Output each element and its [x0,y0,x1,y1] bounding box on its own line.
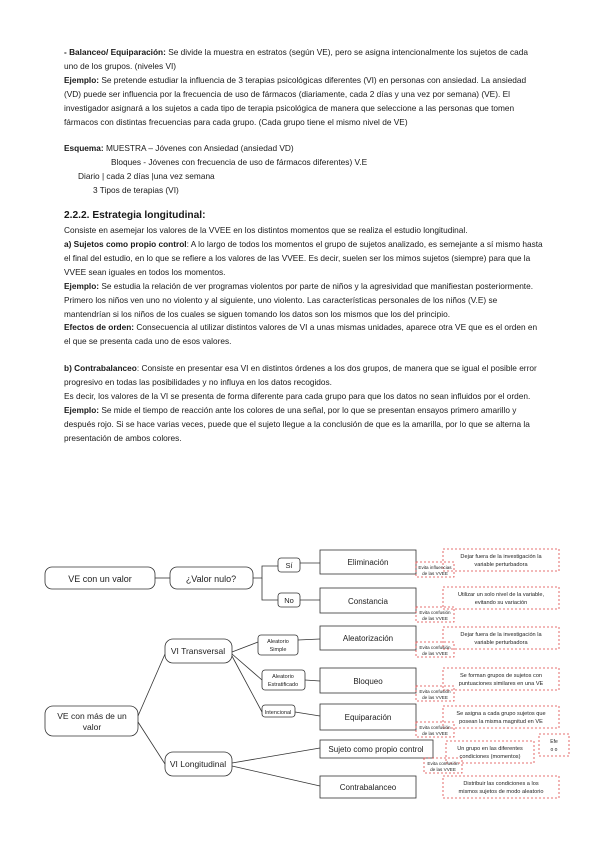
note-cut-2: o o [550,747,558,753]
tag-evita-confusion-aleat-2: de las VVEE [422,651,448,656]
note-elim-2: variable perturbadora [474,562,528,568]
text-a-ejemplo: Se estudia la relación de ver programas violentos por parte de niños y la agresividad que manifiestan posteriormente. Primero los niños ven uno no violento y al siguiente, uno violento. Las características personales de los niños (V.E) se mantendrían si los niños de los cuales se siguen tomando los datos son los mismos que los del principio. [64,280,534,319]
box-vi-longitudinal: VI Longitudinal [169,759,227,769]
box-bloqueo: Bloqueo [353,677,383,686]
note-contra-1: Distribuir las condiciones a los [463,781,539,787]
text-a: : A lo largo de todos los momentos el grupo de sujetos analizado, es semejante a sí mismo hasta el final del estudio, en lo que se refiere a los valores de las VVEE. Es decir, suelen ser los mimos sujetos (siempre) para que la VVEE sean iguales en todos los momentos. [64,238,543,277]
esquema-line-4: 3 Tipos de terapias (VI) [93,185,179,196]
tag-evita-confusion-equip-1: Evita confusión [419,725,451,730]
esquema-line-2: Bloques - Jóvenes con frecuencia de uso de fármacos diferentes) V.E [111,157,368,168]
tag-evita-confusion-aleat-1: Evita confusión [419,645,451,650]
note-equip-1: Se asigna a cada grupo sujetos que [456,711,546,717]
box-ve-mas-2: valor [82,722,102,732]
branch-si: Sí [285,561,293,570]
tag-evita-confusion-long-1: Evita confusión [427,761,459,766]
tag-evita-influencias-2: de las VVEE [422,571,448,576]
label-b: b) Contrabalanceo [64,363,137,374]
text-esquema-1: MUESTRA – Jóvenes con Ansiedad (ansiedad VD) [103,143,294,154]
tag-evita-confusion-const-2: de las VVEE [422,616,448,621]
note-equip-2: posean la misma magnitud en VE [459,719,543,725]
note-const-2: evitando su variación [474,600,528,606]
branch-aleatorio-estrat-1: Aleatorio [272,674,294,680]
box-sujeto-propio: Sujeto como propio control [328,745,424,754]
label-a: a) Sujetos como propio control [64,238,187,249]
label-ejemplo-1: Ejemplo: [64,74,100,85]
section-heading: 2.2.2. Estrategia longitudinal: [64,210,206,222]
esquema-line-3: Diario | cada 2 días |una vez semana [78,171,215,182]
box-aleatorizacion: Aleatorización [342,634,394,643]
label-esquema: Esquema: [64,143,104,154]
note-suj-1: Un grupo en las diferentes [457,746,523,752]
box-contrabalanceo: Contrabalanceo [339,783,397,792]
note-elim-1: Dejar fuera de la investigación la [460,554,542,560]
branch-aleatorio-estrat-2: Estratificado [267,682,299,688]
text-b-ejemplo: Se mide el tiempo de reacción ante los colores de una señal, por lo que se presentan ensayos primero amarillo y después rojo. Si se hace varias veces, puede que el sujeto llegue a la conclusión de que es la amarilla, por lo que se alterna la presentación de ambos colores. [64,404,530,443]
tag-evita-confusion-bloq-2: de las VVEE [422,695,448,700]
branch-intencional: Intencional [264,710,292,716]
note-bloq-2: puntuaciones similares en una VE [458,681,544,687]
note-aleat-1: Dejar fuera de la investigación la [460,632,542,638]
text-ejemplo-1: Se pretende estudiar la influencia de 3 terapias psicológicas diferentes (VI) en personas con ansiedad. La ansiedad (VD) puede ser influencia por la frecuencia de uso de fármacos (diariamente, cada 2 días y una vez por semana) (VE). El investigador asignará a los sujetos a cada tipo de terapia psicológica de manera que seleccione a las personas que tomen fármacos con distintas frecuencias para cada grupo. (Cada grupo tiene el mismo nivel de VE) [64,74,527,127]
branch-aleatorio-simple-2: Simple [269,647,287,653]
label-a-efectos: Efectos de orden: [64,322,135,333]
box-ve-mas-1: VE con más de un [57,711,127,721]
box-equiparacion: Equiparación [344,713,392,722]
tag-evita-confusion-const-1: Evita confusión [419,610,451,615]
text-a-efectos: Consecuencia al utilizar distintos valores de VI a unas mismas unidades, aparece otra VE que es el orden en el que se presenta cada uno de esos valores. [64,322,538,347]
box-ve-un-valor: VE con un valor [68,574,132,584]
note-aleat-2: variable perturbadora [474,640,528,646]
box-constancia: Constancia [347,597,389,606]
box-valor-nulo: ¿Valor nulo? [185,574,237,584]
box-vi-transversal: VI Transversal [170,646,226,656]
tag-evita-confusion-equip-2: de las VVEE [422,731,448,736]
box-eliminacion: Eliminación [347,558,389,567]
paragraph-intro: Consiste en asemejar los valores de la VVEE en los distintos momentos que se realiza el estudio longitudinal. [64,225,468,236]
tag-evita-influencias-1: Evita influencias [418,565,452,570]
label-balanceo: - Balanceo/ Equiparación: [64,47,166,57]
label-b-ejemplo: Ejemplo: [64,404,100,415]
note-contra-2: mismos sujetos de modo aleatorio [458,789,544,795]
tag-evita-confusion-bloq-1: Evita confusión [419,689,451,694]
branch-aleatorio-simple-1: Aleatorio [267,639,289,645]
label-a-ejemplo: Ejemplo: [64,280,100,291]
tag-evita-confusion-long-2: de las VVEE [430,767,456,772]
note-const-1: Utilizar un solo nivel de la variable, [457,592,545,598]
note-suj-2: condiciones (momentos) [459,754,521,760]
note-cut-1: Efe [550,739,558,745]
branch-no: No [284,596,294,605]
paragraph-b-2: Es decir, los valores de la VI se presenta de forma diferente para cada grupo para que los datos no sean influidos por el orden. [64,391,531,402]
note-bloq-1: Se forman grupos de sujetos con [459,673,543,679]
text-b: : Consiste en presentar esa VI en distintos órdenes a los dos grupos, de manera que se igual el posible error progresivo en todas las posibilidades y no influya en los datos recogidos. [64,363,537,388]
text-balanceo: Se divide la muestra en estratos (según VE), pero se asigna intencionalmente los sujetos de cada uno de los grupos. (niveles VI) [64,47,528,71]
